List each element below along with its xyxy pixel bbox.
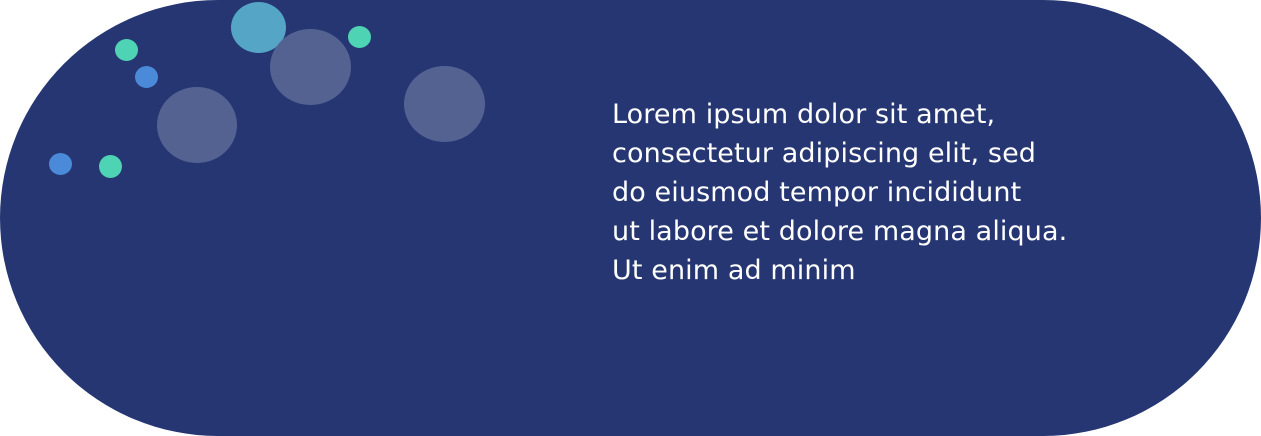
decorative-dot-green xyxy=(115,39,138,61)
banner-text-line: ut labore et dolore magna aliqua. xyxy=(612,216,1068,247)
decorative-bubble xyxy=(157,87,237,163)
decorative-bubble xyxy=(270,29,351,105)
decorative-bubble xyxy=(404,66,485,142)
decorative-dot-blue xyxy=(135,66,158,88)
banner-text-line: Ut enim ad minim xyxy=(612,255,856,286)
banner-text-line: consectetur adipiscing elit, sed xyxy=(612,138,1037,169)
decorative-dot-green xyxy=(99,155,122,178)
banner-text-line: Lorem ipsum dolor sit amet, xyxy=(612,99,996,130)
banner-text-line: do eiusmod tempor incididunt xyxy=(612,177,1022,208)
decorative-dot-blue xyxy=(49,153,72,175)
decorative-dot-green xyxy=(348,26,371,48)
banner-text xyxy=(612,95,1192,290)
